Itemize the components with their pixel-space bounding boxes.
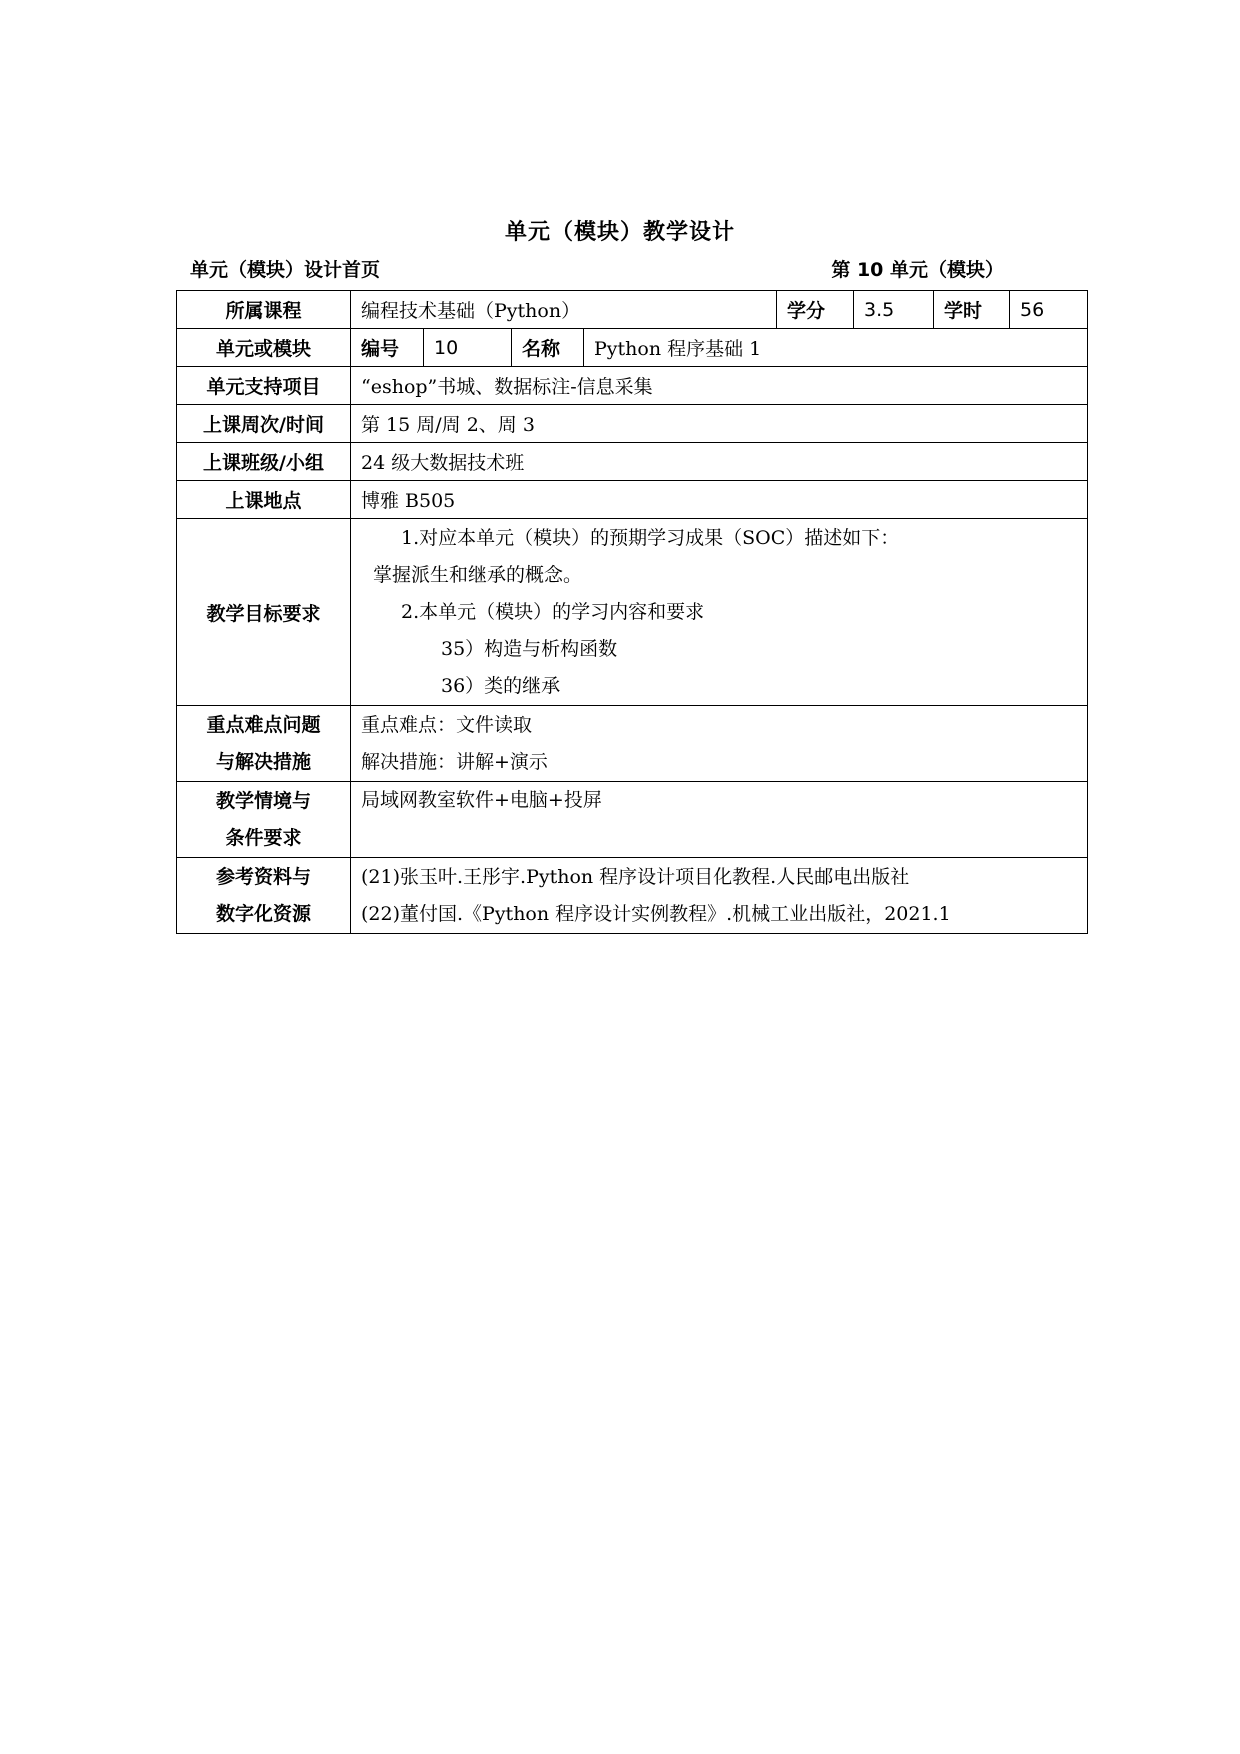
unit-number-value: 10 [424,329,512,367]
references-label [177,858,351,934]
unit-number-label: 编号 [351,329,424,367]
table-row [177,291,1088,329]
key-points-line: 解决措施：讲解+演示 [361,750,548,773]
unit-design-table [176,290,1088,934]
key-points-label-line: 与解决措施 [215,750,311,773]
environment-content [351,782,1088,858]
unit-number-heading: 第 10 单元（模块） [831,259,1004,281]
location-value: 博雅 B505 [351,481,1088,519]
design-home-heading: 单元（模块）设计首页 [190,259,381,281]
table-row [177,858,1088,934]
table-row [177,782,1088,858]
document-title: 单元（模块）教学设计 [504,220,735,245]
class-group-label: 上课班级/小组 [177,443,351,481]
objective-line: 1.对应本单元（模块）的预期学习成果（SOC）描述如下： [401,526,900,549]
reference-item: (21)张玉叶.王彤宇.Python 程序设计项目化教程.人民邮电出版社 [361,865,910,888]
project-value: “eshop”书城、数据标注-信息采集 [351,367,1088,405]
course-label: 所属课程 [177,291,351,329]
objectives-content [351,519,1088,706]
table-row [177,481,1088,519]
key-points-content [351,706,1088,782]
table-row [177,367,1088,405]
hours-value: 56 [1010,291,1088,329]
credit-value: 3.5 [854,291,934,329]
objective-line: 2.本单元（模块）的学习内容和要求 [401,600,705,623]
table-row [177,329,1088,367]
course-value: 编程技术基础（Python） [351,291,777,329]
key-points-label-line: 重点难点问题 [206,713,321,736]
hours-label: 学时 [934,291,1010,329]
unit-name-label: 名称 [512,329,584,367]
credit-label: 学分 [777,291,854,329]
key-points-label [177,706,351,782]
table-row [177,405,1088,443]
objective-line: 35）构造与析构函数 [441,637,618,660]
environment-label [177,782,351,858]
project-label: 单元支持项目 [177,367,351,405]
schedule-label: 上课周次/时间 [177,405,351,443]
key-points-line: 重点难点：文件读取 [361,713,533,736]
unit-label: 单元或模块 [177,329,351,367]
objective-line: 36）类的继承 [441,674,561,697]
references-content [351,858,1088,934]
references-label-line: 数字化资源 [215,902,311,925]
environment-label-line: 教学情境与 [215,789,311,812]
references-label-line: 参考资料与 [215,865,311,888]
location-label: 上课地点 [177,481,351,519]
reference-item: (22)董付国.《Python 程序设计实例教程》.机械工业出版社，2021.1 [361,902,951,925]
environment-value: 局域网教室软件+电脑+投屏 [361,789,602,811]
objective-line: 掌握派生和继承的概念。 [373,563,583,586]
table-row [177,706,1088,782]
schedule-value: 第 15 周/周 2、周 3 [351,405,1088,443]
class-group-value: 24 级大数据技术班 [351,443,1088,481]
table-row [177,519,1088,706]
objectives-label: 教学目标要求 [177,519,351,706]
table-row [177,443,1088,481]
unit-name-value: Python 程序基础 1 [584,329,1088,367]
environment-label-line: 条件要求 [225,826,302,849]
